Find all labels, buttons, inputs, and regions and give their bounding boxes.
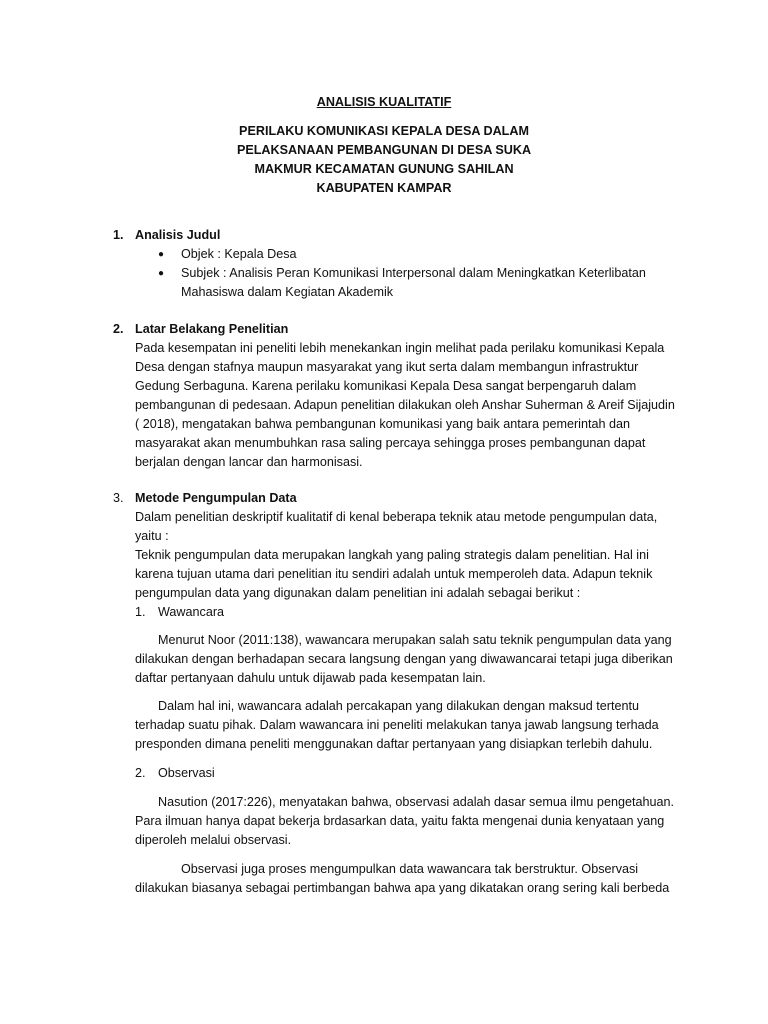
paragraph-line: Observasi juga proses mengumpulkan data wawancara tak berstruktur. Observasi — [181, 862, 639, 876]
paragraph-line: daftar pertanyaan dahulu untuk dijawab pada kesempatan lain. — [135, 671, 486, 685]
paragraph-line: Nasution (2017:226), menyatakan bahwa, observasi adalah dasar semua ilmu pengetahuan. — [158, 795, 674, 809]
paragraph-line: ( 2018), mengatakan bahwa pembangunan komunikasi yang baik antara pemerintah dan — [135, 417, 630, 431]
section-heading: Analisis Judul — [135, 228, 221, 242]
paragraph-line: pembangunan di pedesaan. Adapun penelitian dilakukan oleh Anshar Suherman & Areif Sijajudin — [135, 398, 675, 412]
paragraph-line: diperoleh melalui observasi. — [135, 833, 292, 847]
document-title: ANALISIS KUALITATIF — [316, 95, 452, 109]
section-heading: Latar Belakang Penelitian — [135, 322, 289, 336]
subtitle-line: PERILAKU KOMUNIKASI KEPALA DESA DALAM — [239, 124, 529, 138]
section-heading: Metode Pengumpulan Data — [135, 491, 297, 505]
paragraph-line: berjalan dengan lancar dan harmonisasi. — [135, 455, 363, 469]
subsection-title: Wawancara — [158, 605, 225, 619]
section-number: 2. — [113, 322, 124, 336]
bullet-text: Mahasiswa dalam Kegiatan Akademik — [181, 285, 394, 299]
section-number: 3. — [113, 491, 124, 505]
paragraph-line: Para ilmuan hanya dapat bekerja brdasarkan data, yaitu fakta mengenai dunia kenyataan yang — [135, 814, 665, 828]
paragraph-line: Menurut Noor (2011:138), wawancara merupakan salah satu teknik pengumpulan data yang — [158, 633, 672, 647]
paragraph-line: pengumpulan data yang digunakan dalam penelitian ini adalah sebagai berikut : — [135, 586, 581, 600]
paragraph-line: masyarakat akan menumbuhkan rasa saling percaya sehingga proses pembangunan dapat — [135, 436, 646, 450]
subtitle-line: KABUPATEN KAMPAR — [316, 181, 452, 195]
section-number: 1. — [113, 228, 124, 242]
paragraph-line: terhadap suatu pihak. Dalam wawancara ini peneliti melakukan tanya jawab langsung terhada — [135, 718, 659, 732]
paragraph-line: Teknik pengumpulan data merupakan langkah yang paling strategis dalam penelitian. Hal ini — [135, 548, 649, 562]
paragraph-line: karena tujuan utama dari penelitian itu sendiri adalah untuk memperoleh data. Adapun teknik — [135, 567, 653, 581]
subsection-title: Observasi — [158, 766, 215, 780]
bullet-text: Objek : Kepala Desa — [181, 247, 297, 261]
paragraph-line: Pada kesempatan ini peneliti lebih menekankan ingin melihat pada perilaku komunikasi Kepala — [135, 341, 665, 355]
subtitle-line: MAKMUR KECAMATAN GUNUNG SAHILAN — [254, 162, 514, 176]
subtitle-line: PELAKSANAAN PEMBANGUNAN DI DESA SUKA — [236, 143, 532, 157]
paragraph-line: Desa dengan stafnya maupun masyarakat yang ikut serta dalam membangun infrastruktur — [135, 360, 639, 374]
paragraph-line: yaitu : — [135, 529, 169, 543]
paragraph-line: dilakukan dengan berhadapan secara langsung dengan yang diwawancarai tetapi juga diberikan — [135, 652, 673, 666]
paragraph-line: Gedung Serbaguna. Karena perilaku komunikasi Kepala Desa sangat berpengaruh dalam — [135, 379, 637, 393]
bullet-text: Subjek : Analisis Peran Komunikasi Interpersonal dalam Meningkatkan Keterlibatan — [181, 266, 646, 280]
subsection-number: 2. — [135, 766, 146, 780]
bullet-icon: ● — [158, 268, 165, 279]
paragraph-line: dilakukan biasanya sebagai pertimbangan bahwa apa yang dikatakan orang sering kali berbeda — [135, 881, 670, 895]
paragraph-line: presponden dimana peneliti menggunakan daftar pertanyaan yang disiapkan terlebih dahulu. — [135, 737, 653, 751]
subsection-number: 1. — [135, 605, 146, 619]
bullet-icon: ● — [158, 249, 165, 260]
paragraph-line: Dalam penelitian deskriptif kualitatif di kenal beberapa teknik atau metode pengumpulan data, — [135, 510, 658, 524]
paragraph-line: Dalam hal ini, wawancara adalah percakapan yang dilakukan dengan maksud tertentu — [158, 699, 639, 713]
